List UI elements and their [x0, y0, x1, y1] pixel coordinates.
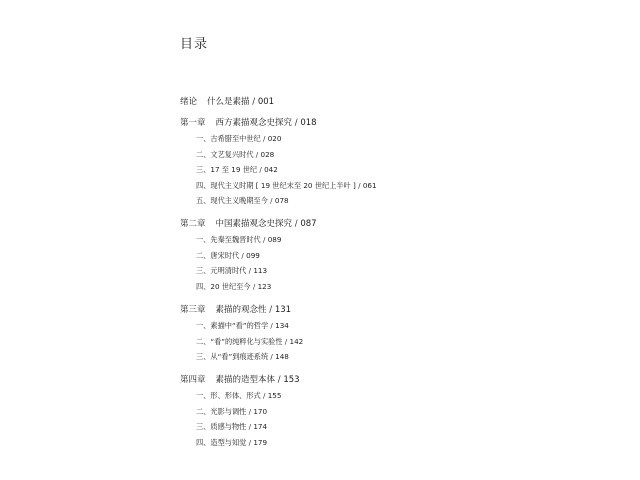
- section-text: 四、20 世纪至今: [196, 281, 251, 291]
- section-entry[interactable]: 五、现代主义晚期至今 / 078: [196, 196, 289, 205]
- section-text: 二、文艺复兴时代: [196, 149, 254, 159]
- chapter-text: 西方素描观念史探究: [215, 118, 293, 128]
- chapter-text: 素描的造型本体: [215, 375, 276, 385]
- section-entry[interactable]: 四、现代主义时期 [ 19 世纪末至 20 世纪上半叶 ] / 061: [196, 180, 377, 190]
- section-text: 一、形、形体、形式: [196, 391, 261, 400]
- section-entry[interactable]: 二、文艺复兴时代 / 028: [196, 149, 275, 159]
- chapter-page: 153: [283, 375, 300, 385]
- intro-text: 什么是素描: [207, 97, 250, 107]
- section-entry[interactable]: 二、“看”的纯粹化与实验性 / 142: [196, 336, 304, 346]
- section-text: 一、古希腊至中世纪: [196, 134, 261, 143]
- chapter-label: 第二章: [180, 219, 206, 229]
- section-page: 020: [267, 134, 282, 143]
- section-entry[interactable]: 三、质感与物性 / 174: [196, 422, 268, 431]
- chapter-text: 中国素描观念史探究: [215, 219, 293, 229]
- section-page: 113: [253, 266, 268, 275]
- section-page: 142: [289, 336, 304, 346]
- chapter-heading[interactable]: 第一章 西方素描观念史探究 / 018: [180, 118, 317, 128]
- intro-page: 001: [257, 97, 275, 107]
- section-text: 二、唐宋时代: [196, 250, 240, 260]
- section-page: 061: [362, 180, 377, 190]
- section-entry[interactable]: 一、形、形体、形式 / 155: [196, 391, 282, 400]
- section-page: 148: [275, 352, 289, 361]
- section-page: 123: [257, 281, 272, 291]
- chapter-3: [180, 303, 560, 365]
- section-page: 028: [260, 149, 275, 159]
- section-entry[interactable]: 一、素描中“看”的哲学 / 134: [196, 321, 289, 330]
- section-entry[interactable]: 一、古希腊至中世纪 / 020: [196, 134, 282, 143]
- chapter-page: 131: [274, 305, 292, 315]
- section-entry[interactable]: 三、元明清时代 / 113: [196, 266, 268, 275]
- intro-entry[interactable]: 绪论 什么是素描 / 001: [180, 97, 275, 107]
- section-text: 三、质感与物性: [196, 422, 247, 431]
- section-page: 170: [253, 406, 268, 416]
- section-text: 一、素描中“看”的哲学: [196, 321, 269, 330]
- section-entry[interactable]: 四、造型与知觉 / 179: [196, 437, 268, 447]
- chapter-4: [180, 373, 560, 450]
- chapter-label: 第三章: [180, 305, 206, 315]
- section-page: 078: [274, 196, 289, 205]
- section-page: 089: [267, 235, 282, 244]
- section-page: 179: [253, 437, 268, 447]
- intro-label: 绪论: [180, 97, 198, 107]
- chapter-heading[interactable]: 第四章 素描的造型本体 / 153: [180, 375, 300, 385]
- section-entry[interactable]: 一、先秦至魏晋时代 / 089: [196, 235, 282, 244]
- chapter-label: 第四章: [180, 375, 206, 385]
- section-entry[interactable]: 三、从“看”到痕迹系统 / 148: [196, 352, 289, 361]
- chapter-page: 018: [300, 118, 317, 128]
- section-text: 二、“看”的纯粹化与实验性: [196, 336, 283, 346]
- section-text: 三、17 至 19 世纪: [196, 165, 258, 174]
- section-text: 四、造型与知觉: [196, 437, 247, 447]
- chapter-heading[interactable]: 第三章 素描的观念性 / 131: [180, 305, 292, 315]
- section-text: 四、现代主义时期 [ 19 世纪末至 20 世纪上半叶 ]: [196, 180, 356, 190]
- section-entry[interactable]: 二、唐宋时代 / 099: [196, 250, 260, 260]
- section-text: 三、从“看”到痕迹系统: [196, 352, 269, 361]
- chapter-page: 087: [300, 219, 317, 229]
- section-entry[interactable]: 四、20 世纪至今 / 123: [196, 281, 272, 291]
- toc-title: 目录: [180, 37, 209, 52]
- chapter-1: [180, 116, 560, 209]
- section-entry[interactable]: 二、光影与调性 / 170: [196, 406, 268, 416]
- section-text: 一、先秦至魏晋时代: [196, 235, 261, 244]
- section-page: 174: [253, 422, 268, 431]
- section-text: 二、光影与调性: [196, 406, 247, 416]
- section-entry[interactable]: 三、17 至 19 世纪 / 042: [196, 165, 278, 174]
- section-page: 155: [267, 391, 282, 400]
- section-page: 099: [246, 250, 260, 260]
- section-page: 134: [275, 321, 289, 330]
- chapter-2: [180, 217, 560, 294]
- section-page: 042: [264, 165, 278, 174]
- section-text: 五、现代主义晚期至今: [196, 196, 268, 205]
- section-text: 三、元明清时代: [196, 266, 247, 275]
- chapter-label: 第一章: [180, 118, 206, 128]
- chapter-heading[interactable]: 第二章 中国素描观念史探究 / 087: [180, 219, 317, 229]
- chapter-text: 素描的观念性: [215, 305, 267, 315]
